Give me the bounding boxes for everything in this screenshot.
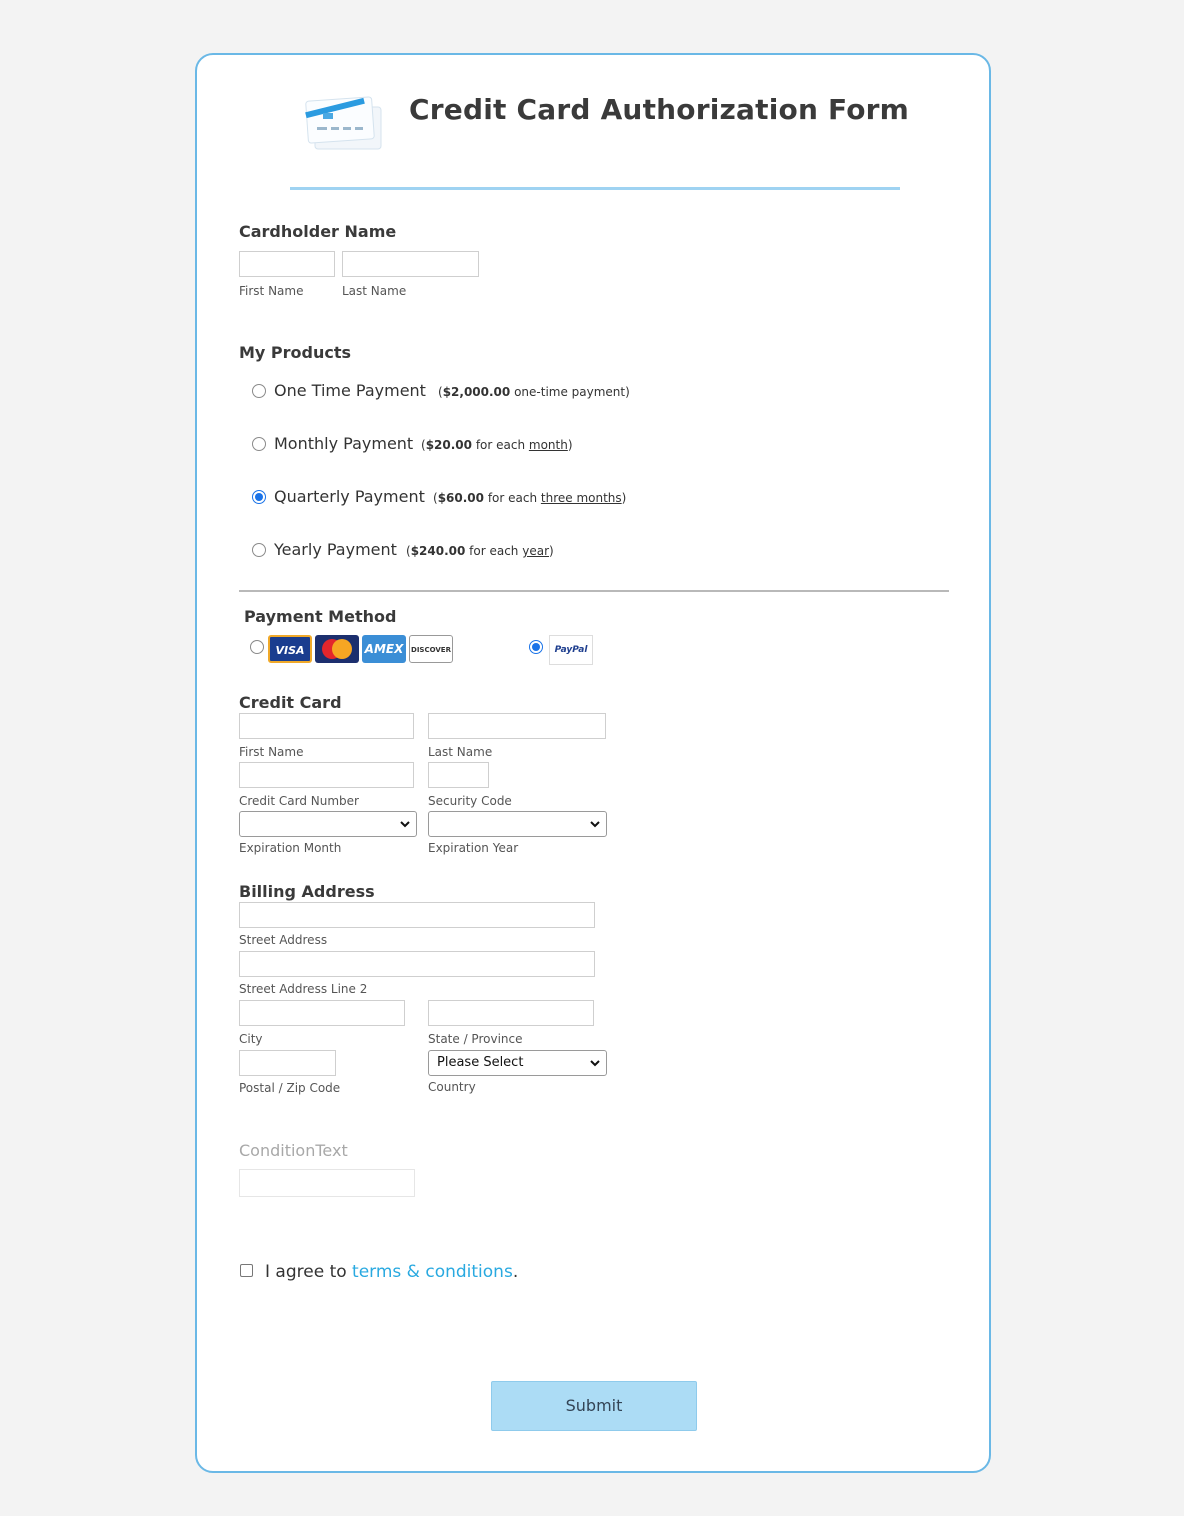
- cc-number-sublabel: Credit Card Number: [239, 794, 359, 808]
- product-radio-monthly[interactable]: [252, 437, 266, 451]
- product-name: Quarterly Payment: [274, 487, 425, 506]
- submit-button[interactable]: Submit: [491, 1381, 697, 1431]
- condition-text-label: ConditionText: [239, 1141, 348, 1160]
- cc-last-name-input[interactable]: [428, 713, 606, 739]
- chevron-down-icon: [590, 819, 600, 829]
- product-name: Yearly Payment: [274, 540, 397, 559]
- cardholder-last-name-input[interactable]: [342, 251, 479, 277]
- cardholder-label: Cardholder Name: [239, 222, 397, 241]
- product-price: ($20.00 for each month): [421, 438, 573, 452]
- street-address-input[interactable]: [239, 902, 595, 928]
- cardholder-last-name-sublabel: Last Name: [342, 284, 407, 298]
- mastercard-logo: [315, 635, 359, 663]
- billing-address-label: Billing Address: [239, 882, 375, 901]
- payment-radio-credit-card[interactable]: [250, 640, 264, 654]
- country-select[interactable]: Please Select: [428, 1050, 607, 1076]
- product-option-quarterly[interactable]: [252, 487, 852, 509]
- exp-year-sublabel: Expiration Year: [428, 841, 519, 855]
- state-sublabel: State / Province: [428, 1032, 523, 1046]
- cardholder-first-name-input[interactable]: [239, 251, 335, 277]
- discover-logo: DISCOVER: [409, 635, 453, 663]
- terms-link[interactable]: terms & conditions: [352, 1262, 513, 1282]
- payment-radio-paypal[interactable]: [529, 640, 543, 654]
- section-divider: [239, 590, 949, 592]
- product-option-monthly[interactable]: [252, 434, 852, 456]
- product-name: One Time Payment: [274, 381, 426, 400]
- product-price: ($60.00 for each three months): [433, 491, 627, 505]
- street-address-line2-input[interactable]: [239, 951, 595, 977]
- exp-month-select[interactable]: [239, 811, 417, 837]
- cc-first-name-sublabel: First Name: [239, 745, 304, 759]
- form-title: Credit Card Authorization Form: [409, 93, 910, 126]
- security-code-input[interactable]: [428, 762, 489, 788]
- payment-option-credit-card[interactable]: [250, 635, 460, 665]
- product-radio-yearly[interactable]: [252, 543, 266, 557]
- payment-option-paypal[interactable]: [529, 635, 597, 669]
- cc-number-input[interactable]: [239, 762, 414, 788]
- chevron-down-icon: [400, 819, 410, 829]
- product-option-yearly[interactable]: [252, 540, 852, 562]
- product-option-one-time[interactable]: [252, 381, 852, 403]
- amex-logo: AMEX: [362, 635, 406, 663]
- city-sublabel: City: [239, 1032, 263, 1046]
- product-radio-quarterly[interactable]: [252, 490, 266, 504]
- postal-code-input[interactable]: [239, 1050, 336, 1076]
- terms-checkbox[interactable]: [240, 1264, 253, 1277]
- title-divider: [290, 187, 900, 190]
- product-price: ($240.00 for each year): [406, 544, 554, 558]
- cc-last-name-sublabel: Last Name: [428, 745, 493, 759]
- product-radio-one-time[interactable]: [252, 384, 266, 398]
- payment-method-label: Payment Method: [244, 607, 397, 626]
- terms-agree-text: I agree to terms & conditions.: [265, 1262, 519, 1282]
- visa-logo: VISA: [268, 635, 312, 663]
- cc-first-name-input[interactable]: [239, 713, 414, 739]
- country-sublabel: Country: [428, 1080, 476, 1094]
- city-input[interactable]: [239, 1000, 405, 1026]
- chevron-down-icon: [590, 1058, 600, 1068]
- paypal-logo: PayPal: [549, 635, 593, 665]
- exp-year-select[interactable]: [428, 811, 607, 837]
- postal-code-sublabel: Postal / Zip Code: [239, 1081, 341, 1095]
- security-code-sublabel: Security Code: [428, 794, 512, 808]
- product-name: Monthly Payment: [274, 434, 414, 453]
- form-card: [195, 53, 991, 1473]
- cardholder-first-name-sublabel: First Name: [239, 284, 304, 298]
- products-label: My Products: [239, 343, 352, 362]
- street-address-line2-sublabel: Street Address Line 2: [239, 982, 368, 996]
- credit-card-icon: [301, 91, 385, 155]
- product-price: ($2,000.00 one-time payment): [438, 385, 630, 399]
- condition-text-input[interactable]: [239, 1169, 415, 1197]
- state-input[interactable]: [428, 1000, 594, 1026]
- exp-month-sublabel: Expiration Month: [239, 841, 342, 855]
- credit-card-label: Credit Card: [239, 693, 342, 712]
- street-address-sublabel: Street Address: [239, 933, 328, 947]
